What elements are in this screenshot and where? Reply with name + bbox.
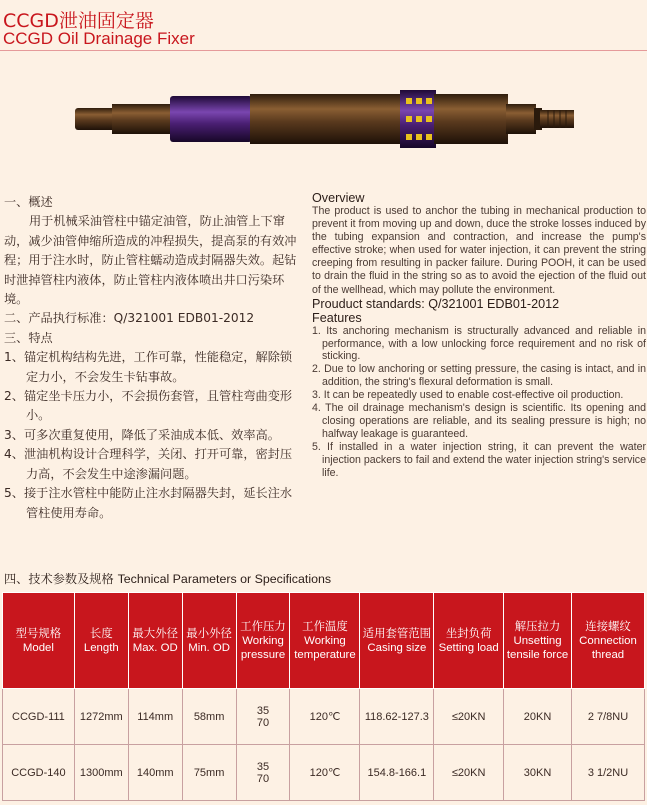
table-row [3,745,645,801]
cell-pressure: 35 70 [236,689,290,745]
feature-en: 1. Its anchoring mechanism is structurally advanced and reliable in performance, with a low unlocking force requirement and no risk of sticking. [312,324,646,363]
table-row [3,689,645,745]
cell-casing-size: 118.62-127.3 [360,689,434,745]
overview-body-en: The product is used to anchor the tubing in mechanical production to prevent it from moving up and down, duce the stroke losses induced by the tubing expansion and contraction, and increase the pump's effective stroke; when used for water injection, it can prevent the string creeping from resulting in packer failure. During POOH, it can be used to drain the fluid in the string so as to avoid the ejection of the fluid out of the wellhead, which may pollute the environment. [312,205,646,296]
feature-en: 2. Due to low anchoring or setting pressure, the casing is intact, and in addition, the string's flexural deformation is small. [312,363,646,389]
standard-cn: 二、产品执行标准：Q/321001 EDB01-2012 [4,311,255,326]
cell-length: 1300mm [74,745,128,801]
cell-setting-load: ≤20KN [434,745,504,801]
specs-table [2,592,645,801]
column-header: 最大外径 Max. OD [128,593,182,689]
column-header: 型号规格 Model [3,593,75,689]
feature-cn: 4、泄油机构设计合理科学，关闭、打开可靠，密封压力高，不会发生中途渗漏问题。 [4,447,293,481]
cell-temperature: 120℃ [290,689,360,745]
cell-min-od: 58mm [182,689,236,745]
column-header: 连接螺纹 Connection thread [572,593,645,689]
cell-temperature: 120℃ [290,745,360,801]
column-header: 最小外径 Min. OD [182,593,236,689]
cell-setting-load: ≤20KN [434,689,504,745]
specs-header-row [3,593,645,689]
chinese-description [4,193,302,523]
page-title-cn: CCGD泄油固定器 [3,10,154,32]
feature-en: 5. If installed in a water injection string, it can prevent the water injection packers to fail and extend the water injection string's service life. [312,440,646,479]
page-title-en: CCGD Oil Drainage Fixer [3,29,195,48]
column-header: 长度 Length [74,593,128,689]
cell-thread: 3 1/2NU [572,745,645,801]
column-header: 适用套管范围 Casing size [360,593,434,689]
column-header: 工作温度 Working temperature [290,593,360,689]
cell-max-od: 114mm [128,689,182,745]
specs-heading-en: Technical Parameters or Specifications [117,572,332,586]
column-header: 工作压力 Working pressure [236,593,290,689]
cell-max-od: 140mm [128,745,182,801]
cell-pressure: 35 70 [236,745,290,801]
cell-thread: 2 7/8NU [572,689,645,745]
overview-heading-en: Overview [312,191,365,205]
drainage-fixer-illustration [0,70,647,170]
cell-casing-size: 154.8-166.1 [360,745,434,801]
cell-min-od: 75mm [182,745,236,801]
overview-heading-cn: 一、概述 [4,195,53,209]
standard-en: Prouduct standards: Q/321001 EDB01-2012 [312,296,560,311]
feature-en: 3. It can be repeatedly used to enable cost-effective oil production. [312,389,624,402]
cell-model: CCGD-111 [3,689,75,745]
feature-cn: 2、锚定坐卡压力小，不会损伤套管，且管柱弯曲变形小。 [4,389,293,423]
feature-cn: 1、锚定机构结构先进，工作可靠，性能稳定，解除锁定力小，不会发生卡钻事故。 [4,350,293,384]
feature-cn: 3、可多次重复使用，降低了采油成本低、效率高。 [4,427,280,442]
features-heading-en: Features [312,310,362,325]
specs-heading-cn: 四、技术参数及规格 [4,572,114,586]
specs-heading [4,570,331,587]
features-heading-cn: 三、特点 [4,330,53,345]
cell-unsetting-force: 30KN [504,745,572,801]
feature-en: 4. The oil drainage mechanism's design is scientific. Its opening and closing operations are reliable, and its sealing pressure is high; no halfway leakage is guaranteed. [312,402,646,440]
overview-body-cn: 用于机械采油管柱中锚定油管，防止油管上下窜动，减少油管伸缩所造成的冲程损失，提高泵的有效冲程；用于注水时，防止管柱蠕动造成封隔器失效。起钻时泄掉管柱内液体，防止管柱内液体喷出井口污染环境。 [4,214,297,307]
column-header: 坐封负荷 Setting load [434,593,504,689]
cell-unsetting-force: 20KN [504,689,572,745]
column-header: 解压拉力 Unsetting tensile force [504,593,572,689]
english-description [312,191,646,480]
feature-cn: 5、接于注水管柱中能防止注水封隔器失封，延长注水管柱使用寿命。 [4,486,293,520]
title-divider [0,50,647,51]
cell-length: 1272mm [74,689,128,745]
cell-model: CCGD-140 [3,745,75,801]
